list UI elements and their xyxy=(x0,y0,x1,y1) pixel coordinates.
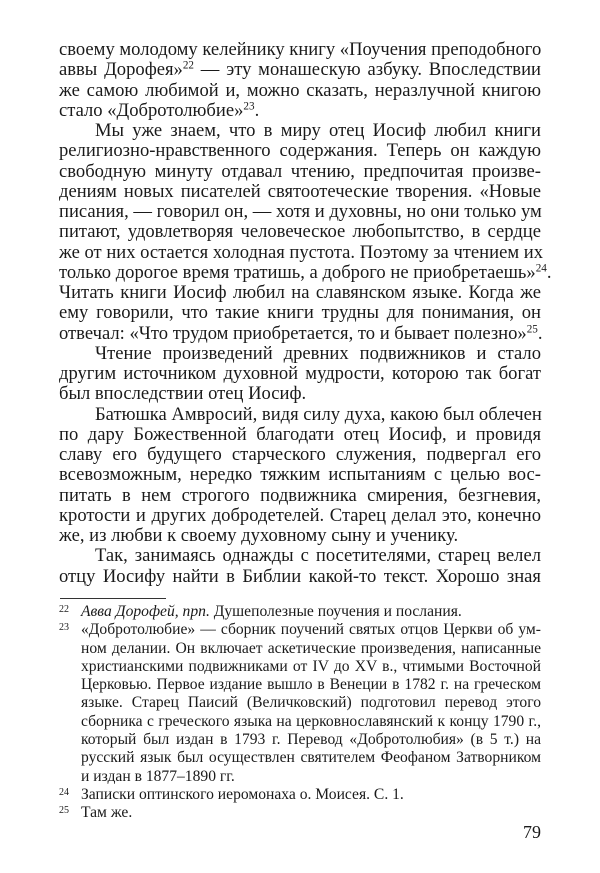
text-line: свободную минуту отдавал чтению, предпочитая произве- xyxy=(59,160,541,182)
text-line: религиозно-нравственного содержания. Теперь он каждую xyxy=(59,140,541,162)
text-line: ему говорили, что такие книги трудны для понимания, он xyxy=(59,302,541,324)
text-line: стало «Добротолюбие»$^{23}$. xyxy=(59,99,260,121)
text-line: писания, — говорил он, — хотя и духовны, но они только ум xyxy=(59,201,542,222)
footnote-line: Церковью. Первое издание вышло в Венеции в 1782 г. на греческом xyxy=(81,676,541,694)
paragraph xyxy=(59,40,541,121)
text-line: же, из любви к своему духовному сыну и ученику. xyxy=(59,525,459,546)
footnote-divider xyxy=(60,598,166,599)
paragraph xyxy=(59,344,541,405)
footnote-line: Записки оптинского иеромонаха о. Моисея. С. 1. xyxy=(81,785,404,803)
footnote-ref: 23 xyxy=(243,100,255,113)
footnote xyxy=(59,603,541,621)
footnotes xyxy=(59,603,541,823)
footnote-ref: 24 xyxy=(535,262,547,275)
text-line: Читать книги Иосиф любил на славянском языке. Когда же xyxy=(59,282,541,303)
text-line: дениям новых писателей святоотеческие творения. «Новые xyxy=(59,180,541,202)
text-line: был впоследствии отец Иосиф. xyxy=(59,383,307,405)
footnote-line: ном делании. Он включает аскетические произведения, написанные xyxy=(81,639,541,657)
footnote-line: языке. Старец Паисий (Величковский) подготовил перевод этого xyxy=(81,694,541,712)
footnote xyxy=(59,621,541,786)
text-line: отцу Иосифу найти в Библии какой-то текст. Хорошо зная xyxy=(59,565,541,587)
footnote-line: «Добротолюбие» — сборник поучений святых отцов Церкви об ум- xyxy=(81,621,541,639)
text-line: отвечал: «Что трудом приобретается, то и бывает полезно»$^{25}$. xyxy=(59,322,543,344)
text-line: другим источником духовной мудрости, которою так богат xyxy=(59,363,541,384)
text-line: питают, удовлетворяя человеческое любопытство, в сердце xyxy=(59,221,541,243)
text-line: же самою любимой и, можно сказать, неразлучной книгою xyxy=(59,79,541,101)
footnote-line: русский язык был осуществлен святителем Феофаном Затворником xyxy=(81,749,541,767)
footnote-line: христианскими подвижниками от IV до XV в., чтимыми Восточной xyxy=(81,657,541,675)
text-line: своему молодому келейнику книгу «Поучения преподобного xyxy=(59,39,542,60)
footnote-line: Там же. xyxy=(81,804,133,822)
paragraph xyxy=(59,546,541,587)
footnote-number: 23 xyxy=(59,622,69,634)
body-text xyxy=(59,39,552,587)
text-line: славу его будущего старческого служения, подвергал его xyxy=(59,444,541,465)
footnote xyxy=(59,804,541,822)
paragraph xyxy=(59,405,541,547)
text-line: Батюшка Амвросий, видя силу духа, какою был облечен xyxy=(95,403,542,425)
footnote-ref: 22 xyxy=(182,59,194,72)
footnote xyxy=(59,786,541,804)
text-line: аввы Дорофея»$^{22}$ — эту монашескую азбуку. Впоследствии xyxy=(59,59,541,81)
footnote-number: 25 xyxy=(59,805,69,817)
text-line: кротости и других добродетелей. Старец делал это, конечно xyxy=(59,504,541,526)
page-number: 79 xyxy=(523,822,541,842)
footnote-number: 22 xyxy=(59,604,69,615)
text-line: Так, занимаясь однажды с посетителями, старец велел xyxy=(95,545,541,567)
footnote-number: 24 xyxy=(59,786,69,798)
text-line: по дару Божественной благодати отец Иосиф, и провидя xyxy=(59,423,541,445)
text-line: Чтение произведений древних подвижников и стало xyxy=(95,342,541,364)
footnote-line: Авва Дорофей, прп. Душеполезные поучения и послания. xyxy=(81,603,462,620)
footnote-ref: 25 xyxy=(526,322,538,335)
text-line: Мы уже знаем, что в миру отец Иосиф любил книги xyxy=(95,120,541,141)
footnote-line: который был издан в 1793 г. Перевод «Добротолюбия» (в 5 т.) на xyxy=(81,731,541,749)
paragraph xyxy=(59,120,552,344)
footnote-line: сборника с греческого языка на церковнославянский к концу 1790 г., xyxy=(81,712,541,730)
text-line: только дорогое время тратишь, а доброго не приобретаешь»$^{24}$. xyxy=(59,261,552,283)
text-line: питать в нем строгого подвижника смирения, безгневия, xyxy=(59,484,541,506)
italic-text: Авва Дорофей, прп. xyxy=(81,603,210,620)
footnote-line: и издан в 1877–1890 гг. xyxy=(81,767,235,785)
text-line: всевозможным, нередко тяжким испытаниям с целью вос- xyxy=(59,464,541,486)
text-line: же от них остается холодная пустота. Поэтому за чтением их xyxy=(59,241,543,263)
